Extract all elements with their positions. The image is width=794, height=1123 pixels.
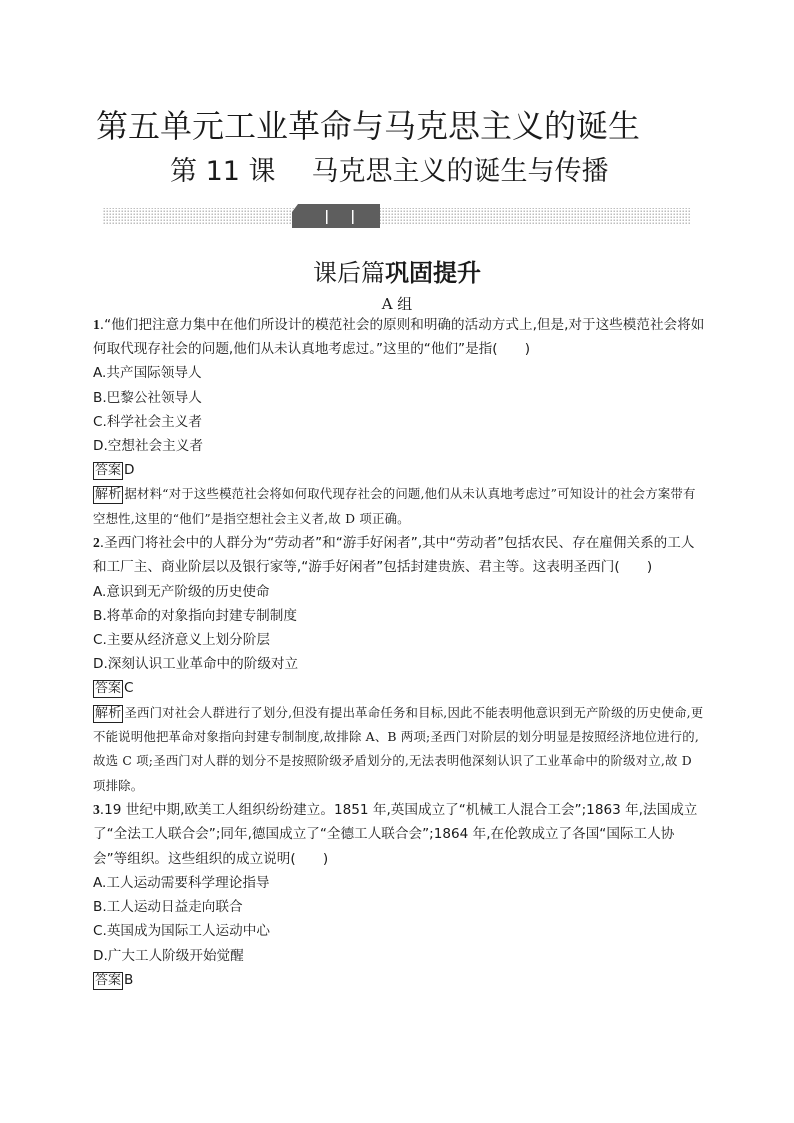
- group-title: A 组: [381, 295, 413, 313]
- option-b: B.巴黎公社领导人: [93, 389, 202, 406]
- question-block: [93, 313, 705, 531]
- option-d: D.空想社会主义者: [93, 438, 203, 455]
- option-b: B.工人运动日益走向联合: [93, 899, 243, 916]
- section-title-bold: 巩固提升: [385, 259, 481, 287]
- decorative-divider: [103, 204, 691, 228]
- question-list: [93, 313, 705, 992]
- option-a: A.意识到无产阶级的历史使命: [93, 583, 270, 600]
- lesson-number: 第 11 课: [170, 156, 276, 187]
- answer-line: [93, 676, 705, 700]
- analysis-label: 解析: [95, 705, 122, 721]
- lesson-title: [170, 149, 609, 188]
- lesson-name: 马克思主义的诞生与传播: [311, 156, 609, 187]
- option-a: A.共产国际领导人: [93, 365, 202, 382]
- section-title-light: 课后篇: [313, 259, 385, 287]
- question-block: [93, 531, 705, 798]
- analysis-label: 解析: [95, 487, 122, 503]
- answer-value: C: [124, 680, 134, 697]
- option-a: A.工人运动需要科学理论指导: [93, 874, 270, 891]
- analysis-text: 解析 圣西门对社会人群进行了划分,但没有提出革命任务和目标,因此不能表明他意识到无产阶级的历史使命,更不能说明他把革命对象指向封建专制制度,故排除 A、B 两项;圣西门对阶层的划分明显是按照经济地位进行的,故选 C 项;圣西门对人群的划分不是按照阶级矛盾划分的,无法表明他深刻认识了工业革命中的阶级对立,故 D 项排除。: [93, 704, 704, 793]
- answer-label: 答案: [95, 681, 122, 697]
- question-number: 2: [93, 535, 100, 551]
- option-c: C.科学社会主义者: [93, 413, 202, 430]
- answer-line: [93, 458, 705, 482]
- option-d: D.广大工人阶级开始觉醒: [93, 947, 244, 964]
- question-block: [93, 798, 705, 992]
- answer-value: B: [124, 971, 134, 988]
- answer-label: 答案: [95, 463, 122, 479]
- analysis-text: 解析 据材料“对于这些模范社会将如何取代现存社会的问题,他们从未认真地考虑过”可知设计的社会方案带有空想性,这里的“他们”是指空想社会主义者,故 D 项正确。: [93, 486, 696, 526]
- option-c: C.英国成为国际工人运动中心: [93, 923, 270, 940]
- question-number: 1: [93, 317, 100, 332]
- question-stem: 2.圣西门将社会中的人群分为“劳动者”和“游手好闲者”,其中“劳动者”包括农民、存在雇佣关系的工人和工厂主、商业阶层以及银行家等,“游手好闲者”包括封建贵族、君主等。这表明圣西门( ): [93, 535, 695, 576]
- option-d: D.深刻认识工业革命中的阶级对立: [93, 656, 299, 673]
- question-stem: 1.“他们把注意力集中在他们所设计的模范社会的原则和明确的活动方式上,但是,对于这些模范社会将如何取代现存社会的问题,他们从未认真地考虑过。”这里的“他们”是指( ): [93, 317, 705, 358]
- question-stem: 3.19 世纪中期,欧美工人组织纷纷建立。1851 年,英国成立了“机械工人混合工会”;1863 年,法国成立了“全法工人联合会”;同年,德国成立了“全德工人联合会”;1864 年,在伦敦成立了各国“国际工人协会”等组织。这些组织的成立说明( ): [93, 802, 698, 867]
- unit-title: 第五单元工业革命与马克思主义的诞生: [96, 107, 641, 145]
- question-number: 3: [93, 802, 100, 818]
- answer-line: [93, 968, 705, 992]
- answer-label: 答案: [95, 972, 122, 988]
- option-b: B.将革命的对象指向封建专制制度: [93, 607, 297, 624]
- section-title: [0, 253, 794, 288]
- answer-value: D: [124, 462, 135, 479]
- option-c: C.主要从经济意义上划分阶层: [93, 632, 270, 649]
